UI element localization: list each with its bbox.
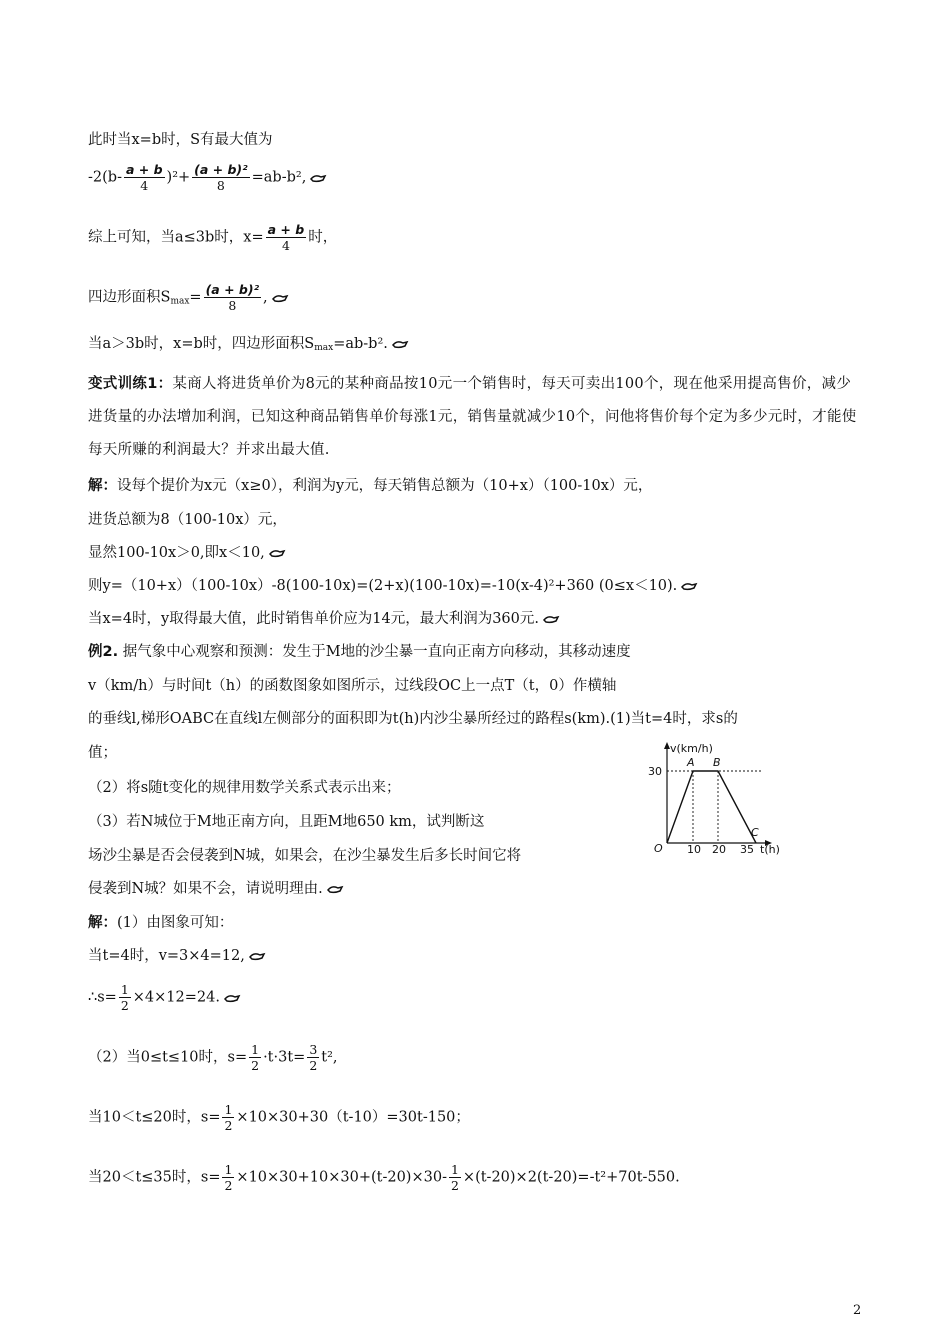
text: , [263,289,268,306]
formula-line [88,282,289,313]
exercise-label: 变式训练1： [88,376,173,392]
return-marker-icon [326,884,344,894]
text: =ab-b², [251,169,307,186]
solution-line [88,543,286,563]
point-b-label: B [713,756,721,769]
text: 则y=（10+x）（100-10x）-8(100-10x)=(2+x)(100-10x)=-10(x-4)²+360 (0≤x＜10). [88,578,678,594]
example-line [88,879,344,899]
return-marker-icon [542,614,560,624]
formula-line [88,1162,680,1193]
page-number: 2 [853,1303,862,1318]
example-line: v（km/h）与时间t（h）的函数图象如图所示，过线段OC上一点T（t，0）作横轴 [88,678,617,694]
exercise-paragraph [88,368,864,467]
text: ×(t-20)×2(t-20)=-t²+70t-550. [462,1169,680,1186]
fraction [204,282,261,313]
numerator: 1 [251,1042,260,1057]
solution-label: 解： [88,915,117,931]
x-label: t(h) [760,843,780,856]
numerator: a + b [125,162,163,177]
example-line: 场沙尘暴是否会侵袭到N城，如果会，在沙尘暴发生后多长时间它将 [88,848,522,864]
formula-line [88,334,409,358]
y-label: v(km/h) [670,742,713,755]
numerator: 1 [224,1162,233,1177]
text: 四边形面积S [88,289,171,306]
formula-line [88,1042,338,1073]
graph-line [667,771,756,843]
text: ×4×12=24. [132,989,220,1006]
point-a-label: A [687,756,695,769]
text: 时， [308,229,338,246]
solution-line: 进货总额为8（100-10x）元， [88,512,287,528]
return-marker-icon [223,993,241,1003]
fraction-half [222,1162,234,1193]
text: 侵袭到N城？如果不会，请说明理由. [88,881,323,897]
text-line: 此时当x=b时，S有最大值为 [88,132,273,148]
denominator: 4 [281,238,290,253]
return-marker-icon [268,548,286,558]
x-tick-10: 10 [687,843,701,856]
example-line: （3）若N城位于M地正南方向，且距M地650 km，试判断这 [88,814,485,830]
numerator: (a + b)² [194,162,248,177]
example-label: 例2. [88,644,119,660]
fraction-half [449,1162,461,1193]
numerator: 1 [450,1162,459,1177]
text: 设每个提价为x元（x≥0），利润为y元，每天销售总额为（10+x）（100-10x）元， [117,478,653,494]
denominator: 4 [140,178,149,193]
text: （2）当0≤t≤10时，s= [88,1049,248,1066]
denominator: 2 [120,998,129,1013]
return-marker-icon [391,339,409,349]
x-tick-20: 20 [712,843,726,856]
solution-line [88,609,560,629]
denominator: 8 [228,298,237,313]
fraction-half [249,1042,261,1073]
text: ×10×30+30（t-10）=30t-150； [236,1109,470,1126]
denominator: 2 [309,1058,318,1073]
solution-line [88,913,233,933]
formula-line [88,982,241,1013]
numerator: a + b [267,222,305,237]
example-line: 值； [88,745,117,761]
text: ×10×30+10×30+(t-20)×30- [236,1169,447,1186]
fraction [124,162,165,193]
fraction [266,222,307,253]
y-tick-30: 30 [648,765,662,778]
return-marker-icon [271,293,289,303]
denominator: 2 [251,1058,260,1073]
text: )²+ [166,169,191,186]
text: ∴s= [88,989,117,1006]
fraction [192,162,249,193]
return-marker-icon [309,173,327,183]
text: 据气象中心观察和预测：发生于M地的沙尘暴一直向正南方向移动，其移动速度 [122,644,631,660]
denominator: 2 [450,1178,459,1193]
formula-line [88,162,327,193]
text: 当t=4时，v=3×4=12, [88,948,245,964]
denominator: 2 [224,1118,233,1133]
text: (1）由图象可知： [117,915,234,931]
formula-line [88,222,337,253]
text: 当10＜t≤20时，s= [88,1109,221,1126]
numerator: 1 [120,982,129,997]
solution-line [88,476,652,496]
velocity-time-graph [640,740,790,860]
text: 当x=4时，y取得最大值，此时销售单价应为14元，最大利润为360元. [88,611,539,627]
text: 当20＜t≤35时，s= [88,1169,221,1186]
point-c-label: C [751,826,759,839]
example-line: 的垂线l,梯形OABC在直线l左侧部分的面积即为t(h)内沙尘暴所经过的路程s(km).(1)当t=4时，求s的 [88,711,738,727]
exercise-text: 某商人将进货单价为8元的某种商品按10元一个销售时，每天可卖出100个，现在他采用提高售价，减少进货量的办法增加利润，已知这种商品销售单价每涨1元，销售量就减少10个，问他将售价每个定为多少元时，才能使每天所赚的利润最大？并求出最大值. [88,376,857,458]
numerator: 3 [309,1042,318,1057]
solution-line [88,576,698,596]
solution-label: 解： [88,478,117,494]
numerator: 1 [224,1102,233,1117]
text: = [189,289,202,306]
text: =ab-b². [333,336,388,352]
origin-label: O [654,842,663,855]
text: 显然100-10x＞0,即x＜10, [88,545,265,561]
formula-line [88,1102,470,1133]
return-marker-icon [248,951,266,961]
subscript: max [170,296,190,307]
denominator: 8 [216,178,225,193]
subscript: max [314,343,334,353]
return-marker-icon [680,581,698,591]
fraction-half [119,982,131,1013]
solution-line [88,946,266,966]
text: 综上可知，当a≤3b时，x= [88,229,264,246]
numerator: (a + b)² [205,282,260,297]
text: ·t·3t= [263,1049,306,1066]
x-tick-35: 35 [740,843,754,856]
example-line [88,642,631,662]
example-line: （2）将s随t变化的规律用数学关系式表示出来； [88,780,401,796]
fraction-half [222,1102,234,1133]
text: 当a＞3b时，x=b时，四边形面积S [88,336,315,352]
text: t², [321,1049,338,1066]
fraction-three-half [307,1042,319,1073]
denominator: 2 [224,1178,233,1193]
text: -2(b- [88,169,122,186]
